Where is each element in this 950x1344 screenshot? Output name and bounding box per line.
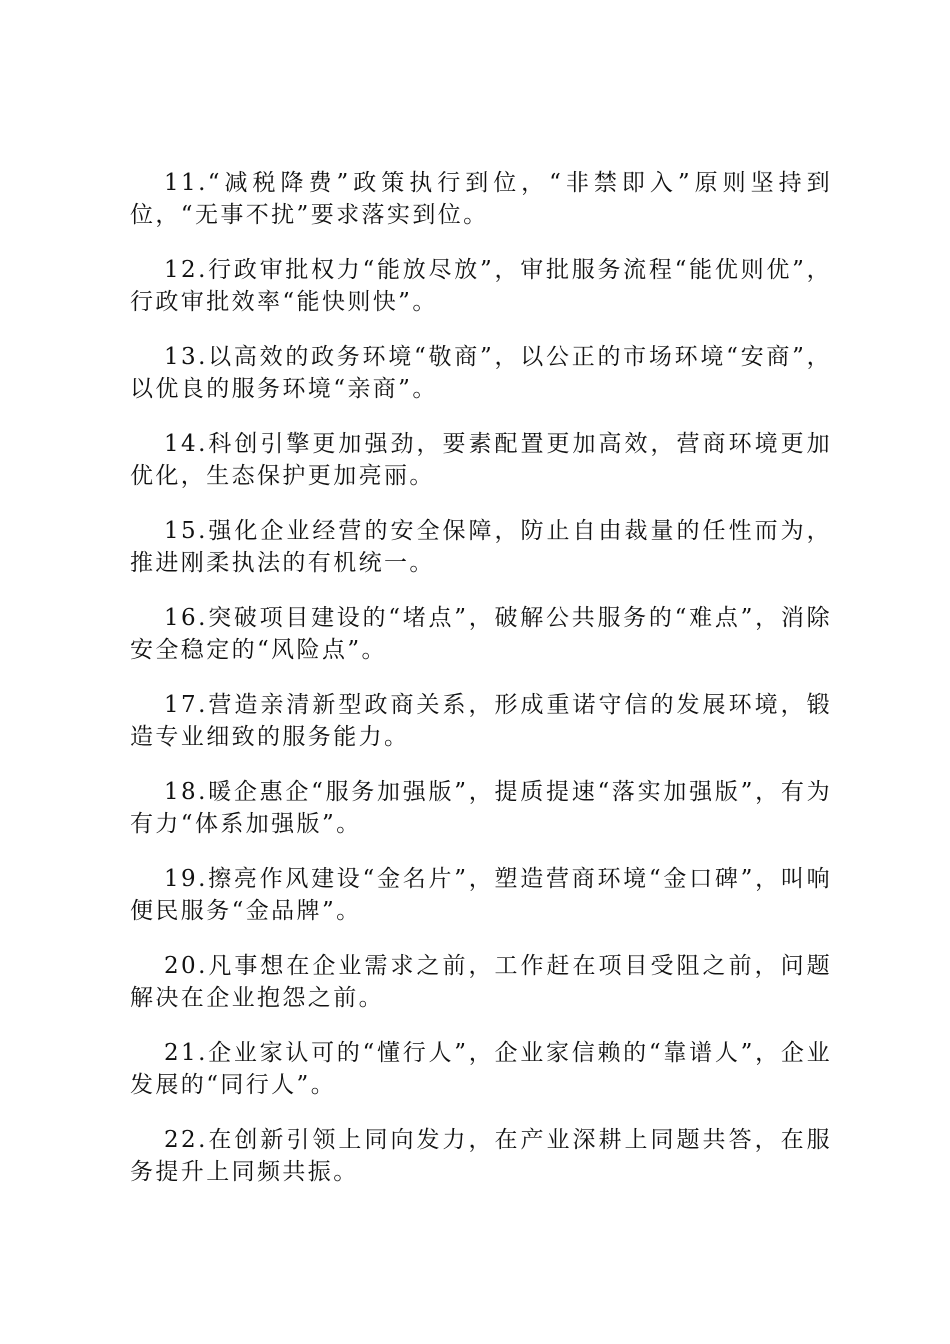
paragraph-text: 行政审批权力“能放尽放”，审批服务流程“能优则优”，行政审批效率“能快则快”。 [130,257,832,315]
paragraph-11 [130,167,832,231]
paragraph-18 [130,776,832,840]
paragraph-15 [130,515,832,579]
paragraph-text: 凡事想在企业需求之前，工作赶在项目受阻之前，问题解决在企业抱怨之前。 [130,953,832,1011]
paragraph-number: 13. [164,344,208,370]
paragraph-21 [130,1037,832,1101]
paragraph-20 [130,950,832,1014]
paragraph-number: 20. [164,953,208,979]
paragraph-text: 擦亮作风建设“金名片”，塑造营商环境“金口碑”，叫响便民服务“金品牌”。 [130,866,832,924]
paragraph-text: 营造亲清新型政商关系，形成重诺守信的发展环境，锻造专业细致的服务能力。 [130,692,832,750]
document-body [130,167,832,1211]
paragraph-22 [130,1124,832,1188]
paragraph-14 [130,428,832,492]
paragraph-number: 21. [164,1040,208,1066]
paragraph-text: 企业家认可的“懂行人”，企业家信赖的“靠谱人”，企业发展的“同行人”。 [130,1040,832,1098]
paragraph-text: 暖企惠企“服务加强版”，提质提速“落实加强版”，有为有力“体系加强版”。 [130,779,832,837]
paragraph-text: 以高效的政务环境“敬商”，以公正的市场环境“安商”，以优良的服务环境“亲商”。 [130,344,832,402]
paragraph-number: 19. [164,866,208,892]
paragraph-17 [130,689,832,753]
paragraph-number: 14. [164,431,208,457]
paragraph-16 [130,602,832,666]
paragraph-number: 18. [164,779,208,805]
paragraph-19 [130,863,832,927]
paragraph-13 [130,341,832,405]
paragraph-text: 强化企业经营的安全保障，防止自由裁量的任性而为，推进刚柔执法的有机统一。 [130,518,832,576]
paragraph-text: 突破项目建设的“堵点”，破解公共服务的“难点”，消除安全稳定的“风险点”。 [130,605,832,663]
paragraph-number: 17. [164,692,208,718]
paragraph-text: 科创引擎更加强劲，要素配置更加高效，营商环境更加优化，生态保护更加亮丽。 [130,431,832,489]
paragraph-number: 15. [164,518,208,544]
paragraph-12 [130,254,832,318]
paragraph-number: 22. [164,1127,208,1153]
paragraph-number: 12. [164,257,208,283]
paragraph-text: “减税降费”政策执行到位，“非禁即入”原则坚持到位，“无事不扰”要求落实到位。 [130,170,832,228]
paragraph-text: 在创新引领上同向发力，在产业深耕上同题共答，在服务提升上同频共振。 [130,1127,832,1185]
paragraph-number: 11. [164,170,208,196]
paragraph-number: 16. [164,605,208,631]
